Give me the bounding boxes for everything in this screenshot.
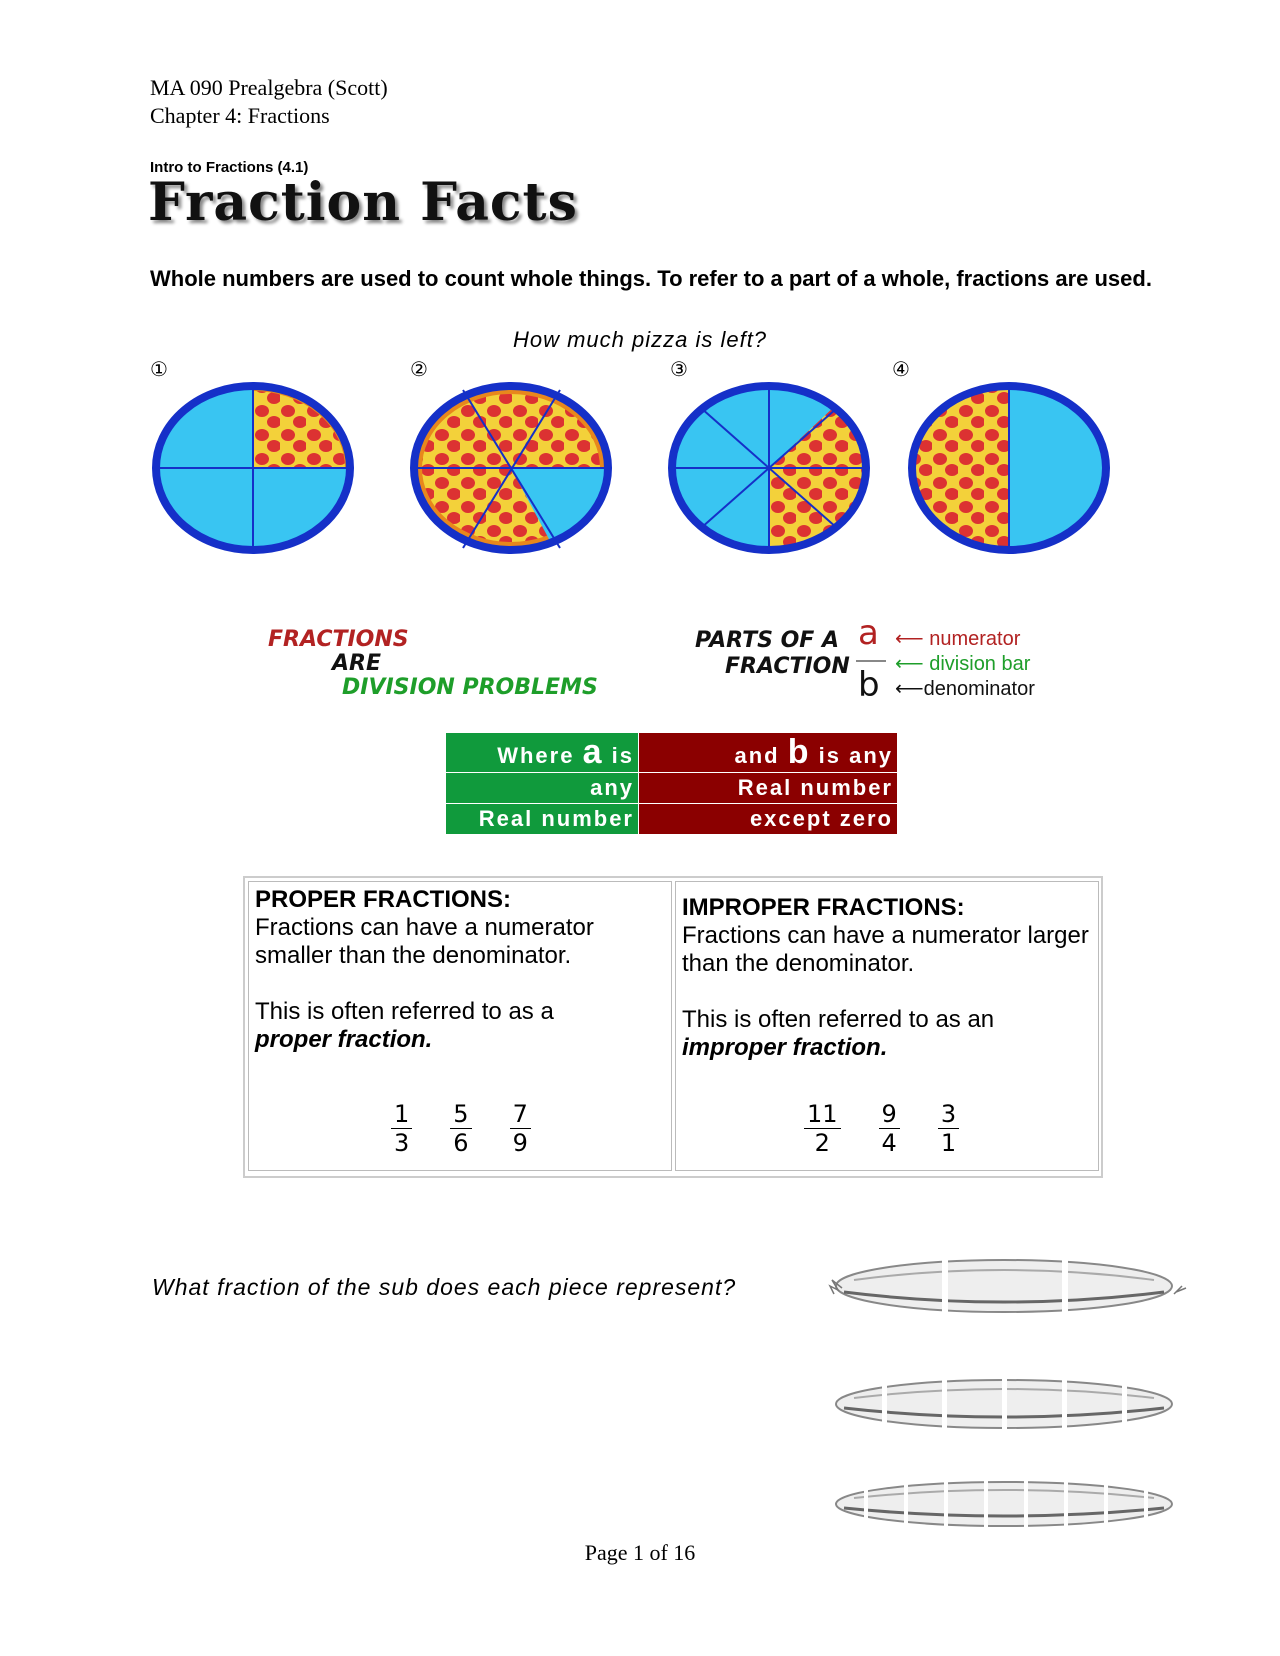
- numerator-label: numerator: [929, 628, 1021, 650]
- pizza-4-illustration: [906, 380, 1112, 556]
- pizza-number-4: ④: [892, 357, 910, 381]
- fraction-example: [938, 1100, 959, 1157]
- denominator: 9: [512, 1129, 528, 1157]
- improper-fractions-cell: [675, 881, 1099, 1171]
- proper-term: proper fraction.: [255, 1026, 433, 1053]
- pizza-number-1: ①: [150, 357, 168, 381]
- denominator: 3: [394, 1129, 410, 1157]
- fraction-example: [391, 1100, 412, 1157]
- b-symbol: b: [787, 733, 811, 771]
- red-cell-1: [639, 733, 898, 773]
- fraction-example: [804, 1100, 841, 1157]
- pizza-number-3: ③: [670, 357, 688, 381]
- improper-examples: [804, 1100, 997, 1157]
- proper-examples: [391, 1100, 569, 1157]
- denominator: 1: [940, 1129, 957, 1157]
- denominator-symbol: b: [858, 665, 880, 705]
- improper-term: improper fraction.: [682, 1034, 888, 1061]
- left-arrow-icon: ⟵: [895, 653, 924, 675]
- division-bar-label-row: [895, 651, 1030, 676]
- fractions-are-line-2: ARE: [332, 651, 381, 676]
- a-symbol: a: [582, 733, 604, 771]
- numerator: 5: [450, 1100, 471, 1129]
- denominator-label: denominator: [923, 678, 1035, 700]
- green-cell-1: [446, 733, 639, 773]
- chapter-line: Chapter 4: Fractions: [150, 103, 330, 128]
- is-any-text: is any: [818, 743, 893, 768]
- sub-sandwich-2-illustration: [824, 1364, 1200, 1444]
- numerator-symbol: a: [858, 613, 879, 653]
- green-cell-2: any: [446, 773, 639, 804]
- division-bar: [856, 660, 886, 662]
- where-text: Where: [497, 743, 575, 768]
- document-header: [150, 74, 388, 130]
- fraction-types-table: [243, 876, 1103, 1178]
- denominator: 2: [814, 1129, 830, 1157]
- fractions-are-division-graphic: [268, 628, 598, 700]
- numerator: 7: [510, 1100, 531, 1129]
- fraction-example: [510, 1100, 531, 1157]
- fractions-are-line-1: FRACTIONS: [268, 627, 409, 652]
- is-text: is: [611, 743, 634, 768]
- pizza-number-2: ②: [410, 357, 428, 381]
- proper-text-2: This is often referred to as a: [255, 998, 554, 1025]
- and-text: and: [734, 743, 780, 768]
- fraction-example: [450, 1100, 471, 1157]
- parts-title-line-2: FRACTION: [725, 654, 850, 679]
- course-line: MA 090 Prealgebra (Scott): [150, 75, 388, 100]
- left-arrow-icon: ⟵: [895, 628, 924, 650]
- red-cell-2: Real number: [639, 773, 898, 804]
- page-number: Page 1 of 16: [584, 1540, 696, 1565]
- sub-sandwich-1-illustration: [824, 1250, 1200, 1330]
- parts-title-line-1: PARTS OF A: [695, 628, 840, 653]
- proper-fractions-cell: [248, 881, 672, 1171]
- pizza-3-illustration: [666, 380, 872, 556]
- denominator: 4: [881, 1129, 897, 1157]
- pizza-question: How much pizza is left?: [512, 327, 768, 352]
- section-label: Intro to Fractions (4.1): [150, 159, 309, 176]
- numerator: 1: [391, 1100, 412, 1129]
- numerator: 9: [879, 1100, 900, 1129]
- division-bar-label: division bar: [929, 653, 1031, 675]
- pizza-2-illustration: [408, 380, 614, 556]
- improper-text-2: This is often referred to as an: [682, 1006, 995, 1033]
- parts-of-fraction-title: [695, 628, 850, 680]
- green-cell-3: Real number: [446, 804, 639, 835]
- proper-text-1: Fractions can have a numerator smaller than the denominator.: [255, 914, 594, 969]
- proper-heading: PROPER FRACTIONS:: [255, 886, 512, 913]
- denominator: 6: [453, 1129, 469, 1157]
- ab-definition-table: [445, 732, 898, 835]
- pizza-1-illustration: [150, 380, 356, 556]
- numerator: 11: [804, 1100, 841, 1129]
- fractions-are-line-3: DIVISION PROBLEMS: [342, 675, 598, 700]
- sub-question: What fraction of the sub does each piece represent?: [152, 1274, 737, 1300]
- denominator-label-row: [895, 676, 1035, 701]
- intro-text: Whole numbers are used to count whole things. To refer to a part of a whole, fractions are used.: [150, 266, 1152, 291]
- improper-text-1: Fractions can have a numerator larger than the denominator.: [682, 922, 1089, 977]
- numerator-label-row: [895, 626, 1020, 651]
- fraction-example: [879, 1100, 900, 1157]
- page-title: Fraction Facts: [148, 172, 578, 233]
- red-cell-3: except zero: [639, 804, 898, 835]
- numerator: 3: [938, 1100, 959, 1129]
- left-arrow-icon: ⟵: [895, 678, 924, 700]
- improper-heading: IMPROPER FRACTIONS:: [682, 894, 965, 921]
- sub-sandwich-3-illustration: [824, 1470, 1200, 1540]
